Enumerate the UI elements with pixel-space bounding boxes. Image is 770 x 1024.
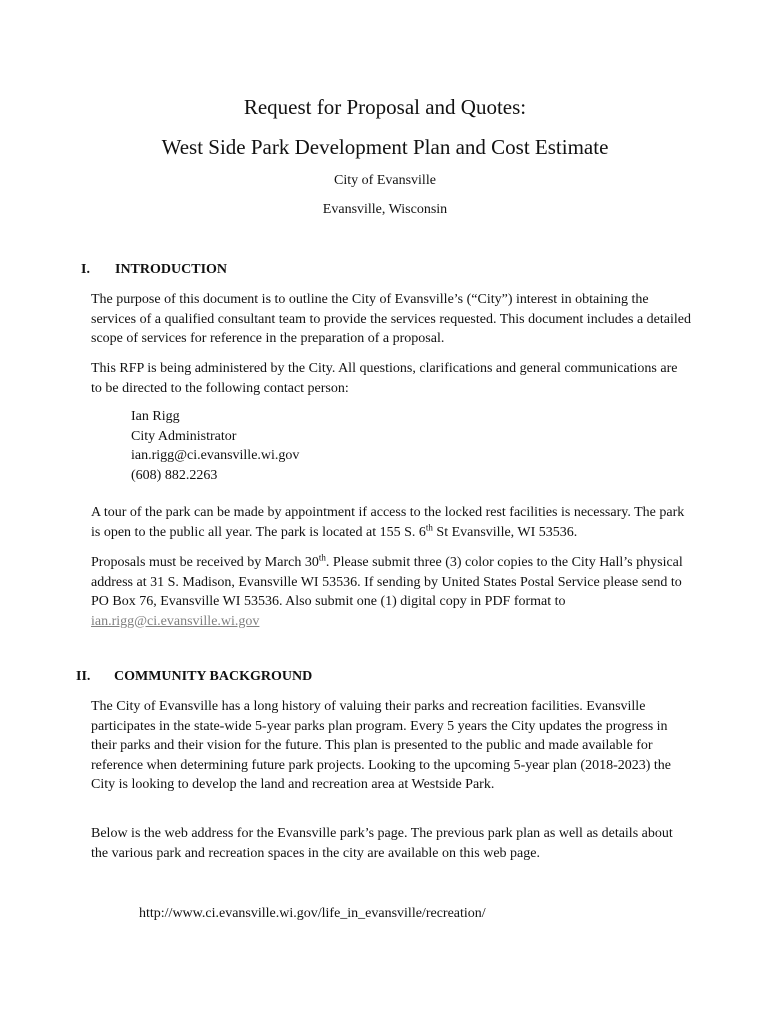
background-paragraph-2: Below is the web address for the Evansville park’s page. The previous park plan as well as details about the various park and recreation spaces in the city are available on this web page. — [91, 826, 673, 861]
recreation-url[interactable]: http://www.ci.evansville.wi.gov/life_in_evansville/recreation/ — [139, 906, 486, 921]
contact-block — [131, 407, 299, 485]
submission-text: Proposals must be received by March 30 — [91, 555, 319, 570]
tour-text-end: St Evansville, WI 53536. — [432, 524, 578, 540]
intro-paragraph-2: This RFP is being administered by the City. All questions, clarifications and general communications are to be directed to the following contact person: — [91, 361, 678, 396]
submission-sup: th — [318, 552, 326, 563]
section-2-title: COMMUNITY BACKGROUND — [114, 669, 313, 684]
document-title-line-2: West Side Park Development Plan and Cost Estimate — [161, 135, 609, 159]
section-2-heading — [76, 668, 312, 686]
city-name: City of Evansville — [334, 173, 436, 188]
contact-name: Ian Rigg — [131, 409, 180, 424]
tour-text: A tour of the park can be made by appointment if access to the locked rest facilities is necessary. The park is open to the public all year. The park is located at 155 S. 6 — [91, 505, 685, 540]
section-1-title: INTRODUCTION — [115, 262, 228, 277]
document-title-line-1: Request for Proposal and Quotes: — [243, 95, 527, 119]
intro-paragraph-1: The purpose of this document is to outline the City of Evansville’s (“City”) interest in obtaining the services of a qualified consultant team to provide the services requested. This document includes a detailed scope of services for reference in the preparation of a proposal. — [91, 292, 691, 346]
section-2-number: II. — [76, 669, 91, 684]
submission-paragraph — [91, 553, 691, 631]
contact-title: City Administrator — [131, 428, 237, 444]
submission-text-end: . Please submit three (3) color copies to the City Hall’s physical address at 31 S. Madison, Evansville WI 53536. If sending by United States Postal Service please send to PO Box 76, Evansville WI 53536. Also submit one (1) digital copy in PDF format to — [91, 555, 683, 609]
city-location: Evansville, Wisconsin — [322, 202, 448, 217]
tour-paragraph — [91, 503, 691, 542]
submission-email-link[interactable]: ian.rigg@ci.evansville.wi.gov — [91, 613, 260, 629]
section-1-heading — [81, 261, 227, 279]
contact-phone: (608) 882.2263 — [131, 467, 218, 483]
section-1-number: I. — [81, 262, 90, 277]
background-paragraph-1: The City of Evansville has a long history of valuing their parks and recreation facilities. Evansville participates in the state-wide 5-year parks plan program. Every 5 years the City updates the progress in their parks and their vision for the future. This plan is presented to the public and made available for reference when determining future park projects. Looking to the upcoming 5-year plan (2018-2023) the City is looking to develop the land and recreation area at Westside Park. — [91, 699, 672, 792]
contact-email: ian.rigg@ci.evansville.wi.gov — [131, 448, 300, 463]
tour-sup: th — [425, 521, 433, 532]
